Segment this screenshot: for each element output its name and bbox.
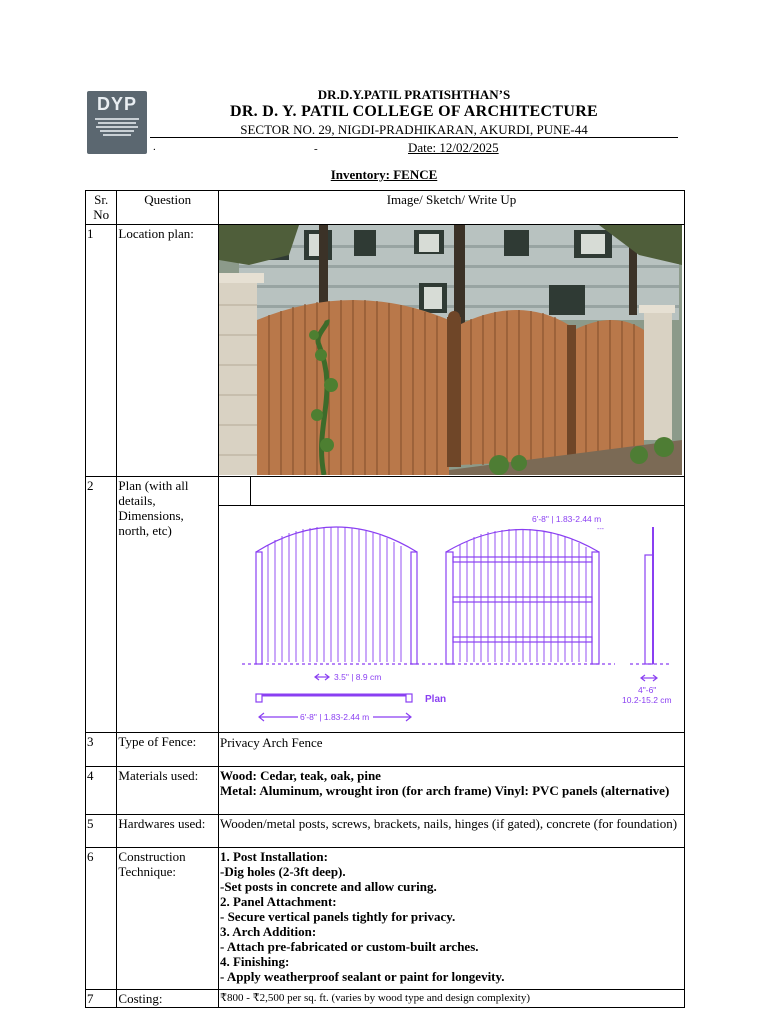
dim-post-label: 3.5" | 8.9 cm (333, 671, 382, 682)
row-sr: 1 (86, 225, 117, 477)
dim-side-label-1: 4"-6" (637, 684, 657, 695)
fence-photo (219, 225, 682, 475)
header-writeup: Image/ Sketch/ Write Up (218, 191, 684, 225)
header-mark-left: . (153, 141, 156, 153)
plan-subtable (219, 477, 684, 732)
row-question: Location plan: (117, 225, 219, 477)
materials-metal: Metal: Aluminum, wrought iron (for arch frame) Vinyl: PVC panels (alternative) (219, 782, 670, 798)
fence-photo-image (219, 225, 682, 475)
table-row (86, 766, 685, 814)
step-line: 2. Panel Attachment: (219, 893, 337, 909)
header-sr: Sr. No (86, 191, 117, 225)
dim-top-label: 6'-8" | 1.83-2.44 m (531, 513, 602, 524)
row-sr: 5 (86, 814, 117, 847)
college-name: DR. D. Y. PATIL COLLEGE OF ARCHITECTURE (229, 103, 599, 120)
plan-label: Plan (424, 693, 447, 705)
plan-cell (218, 477, 684, 733)
row-sr: 6 (86, 847, 117, 989)
step-line: -Set posts in concrete and allow curing. (219, 878, 437, 894)
college-address: SECTOR NO. 29, NIGDI-PRADHIKARAN, AKURDI, PUNE-44 (240, 122, 588, 137)
inventory-table (85, 190, 685, 1008)
table-row (86, 477, 685, 733)
step-line: 4. Finishing: (219, 953, 290, 969)
document-date: Date: 12/02/2025 (408, 140, 499, 155)
step-line: -Dig holes (2-3ft deep). (219, 863, 346, 879)
row-answer: ₹800 - ₹2,500 per sq. ft. (varies by wood type and design complexity) (218, 989, 684, 1007)
table-row (86, 814, 685, 847)
table-row (86, 847, 685, 989)
dim-top-sub: --- (596, 525, 604, 533)
row-question: Type of Fence: (117, 732, 219, 766)
table-header-row (86, 191, 685, 225)
step-line: - Attach pre-fabricated or custom-built arches. (219, 938, 479, 954)
plan-subcell-empty-2 (251, 477, 684, 505)
row-question: Hardwares used: (117, 814, 219, 847)
row-answer: Privacy Arch Fence (218, 732, 684, 766)
dim-bottom-label: 6'-8" | 1.83-2.44 m (299, 711, 370, 722)
plan-subcell-empty (219, 477, 251, 505)
college-logo (87, 91, 147, 154)
logo-text: DYP (96, 94, 137, 114)
table-row (86, 225, 685, 477)
location-photo-cell (218, 225, 684, 477)
step-line: - Apply weatherproof sealant or paint for longevity. (219, 968, 505, 984)
row-question: Construction Technique: (117, 847, 219, 989)
row-sr: 4 (86, 766, 117, 814)
dim-side-label-2: 10.2-15.2 cm (621, 694, 672, 705)
header-rule (150, 137, 678, 138)
materials-wood: Wood: Cedar, teak, oak, pine (219, 767, 381, 783)
step-line: 1. Post Installation: (219, 848, 328, 864)
row-answer (218, 766, 684, 814)
plan-drawing-cell (219, 505, 684, 732)
construction-steps (218, 847, 684, 989)
table-row (86, 732, 685, 766)
header-mark-mid: - (314, 143, 318, 155)
row-question: Costing: (117, 989, 219, 1007)
inventory-title: Inventory: FENCE (330, 167, 438, 182)
org-name: DR.D.Y.PATIL PRATISHTHAN’S (317, 87, 511, 102)
fence-plan-drawing (220, 507, 683, 728)
table-row (86, 989, 685, 1007)
step-line: - Secure vertical panels tightly for privacy. (219, 908, 456, 924)
row-sr: 2 (86, 477, 117, 733)
step-line: 3. Arch Addition: (219, 923, 317, 939)
row-answer: Wooden/metal posts, screws, brackets, nails, hinges (if gated), concrete (for foundation) (218, 814, 684, 847)
row-question: Materials used: (117, 766, 219, 814)
header-question: Question (117, 191, 219, 225)
row-sr: 3 (86, 732, 117, 766)
row-question: Plan (with all details, Dimensions, north, etc) (117, 477, 219, 733)
row-sr: 7 (86, 989, 117, 1007)
logo-lines (92, 116, 142, 138)
